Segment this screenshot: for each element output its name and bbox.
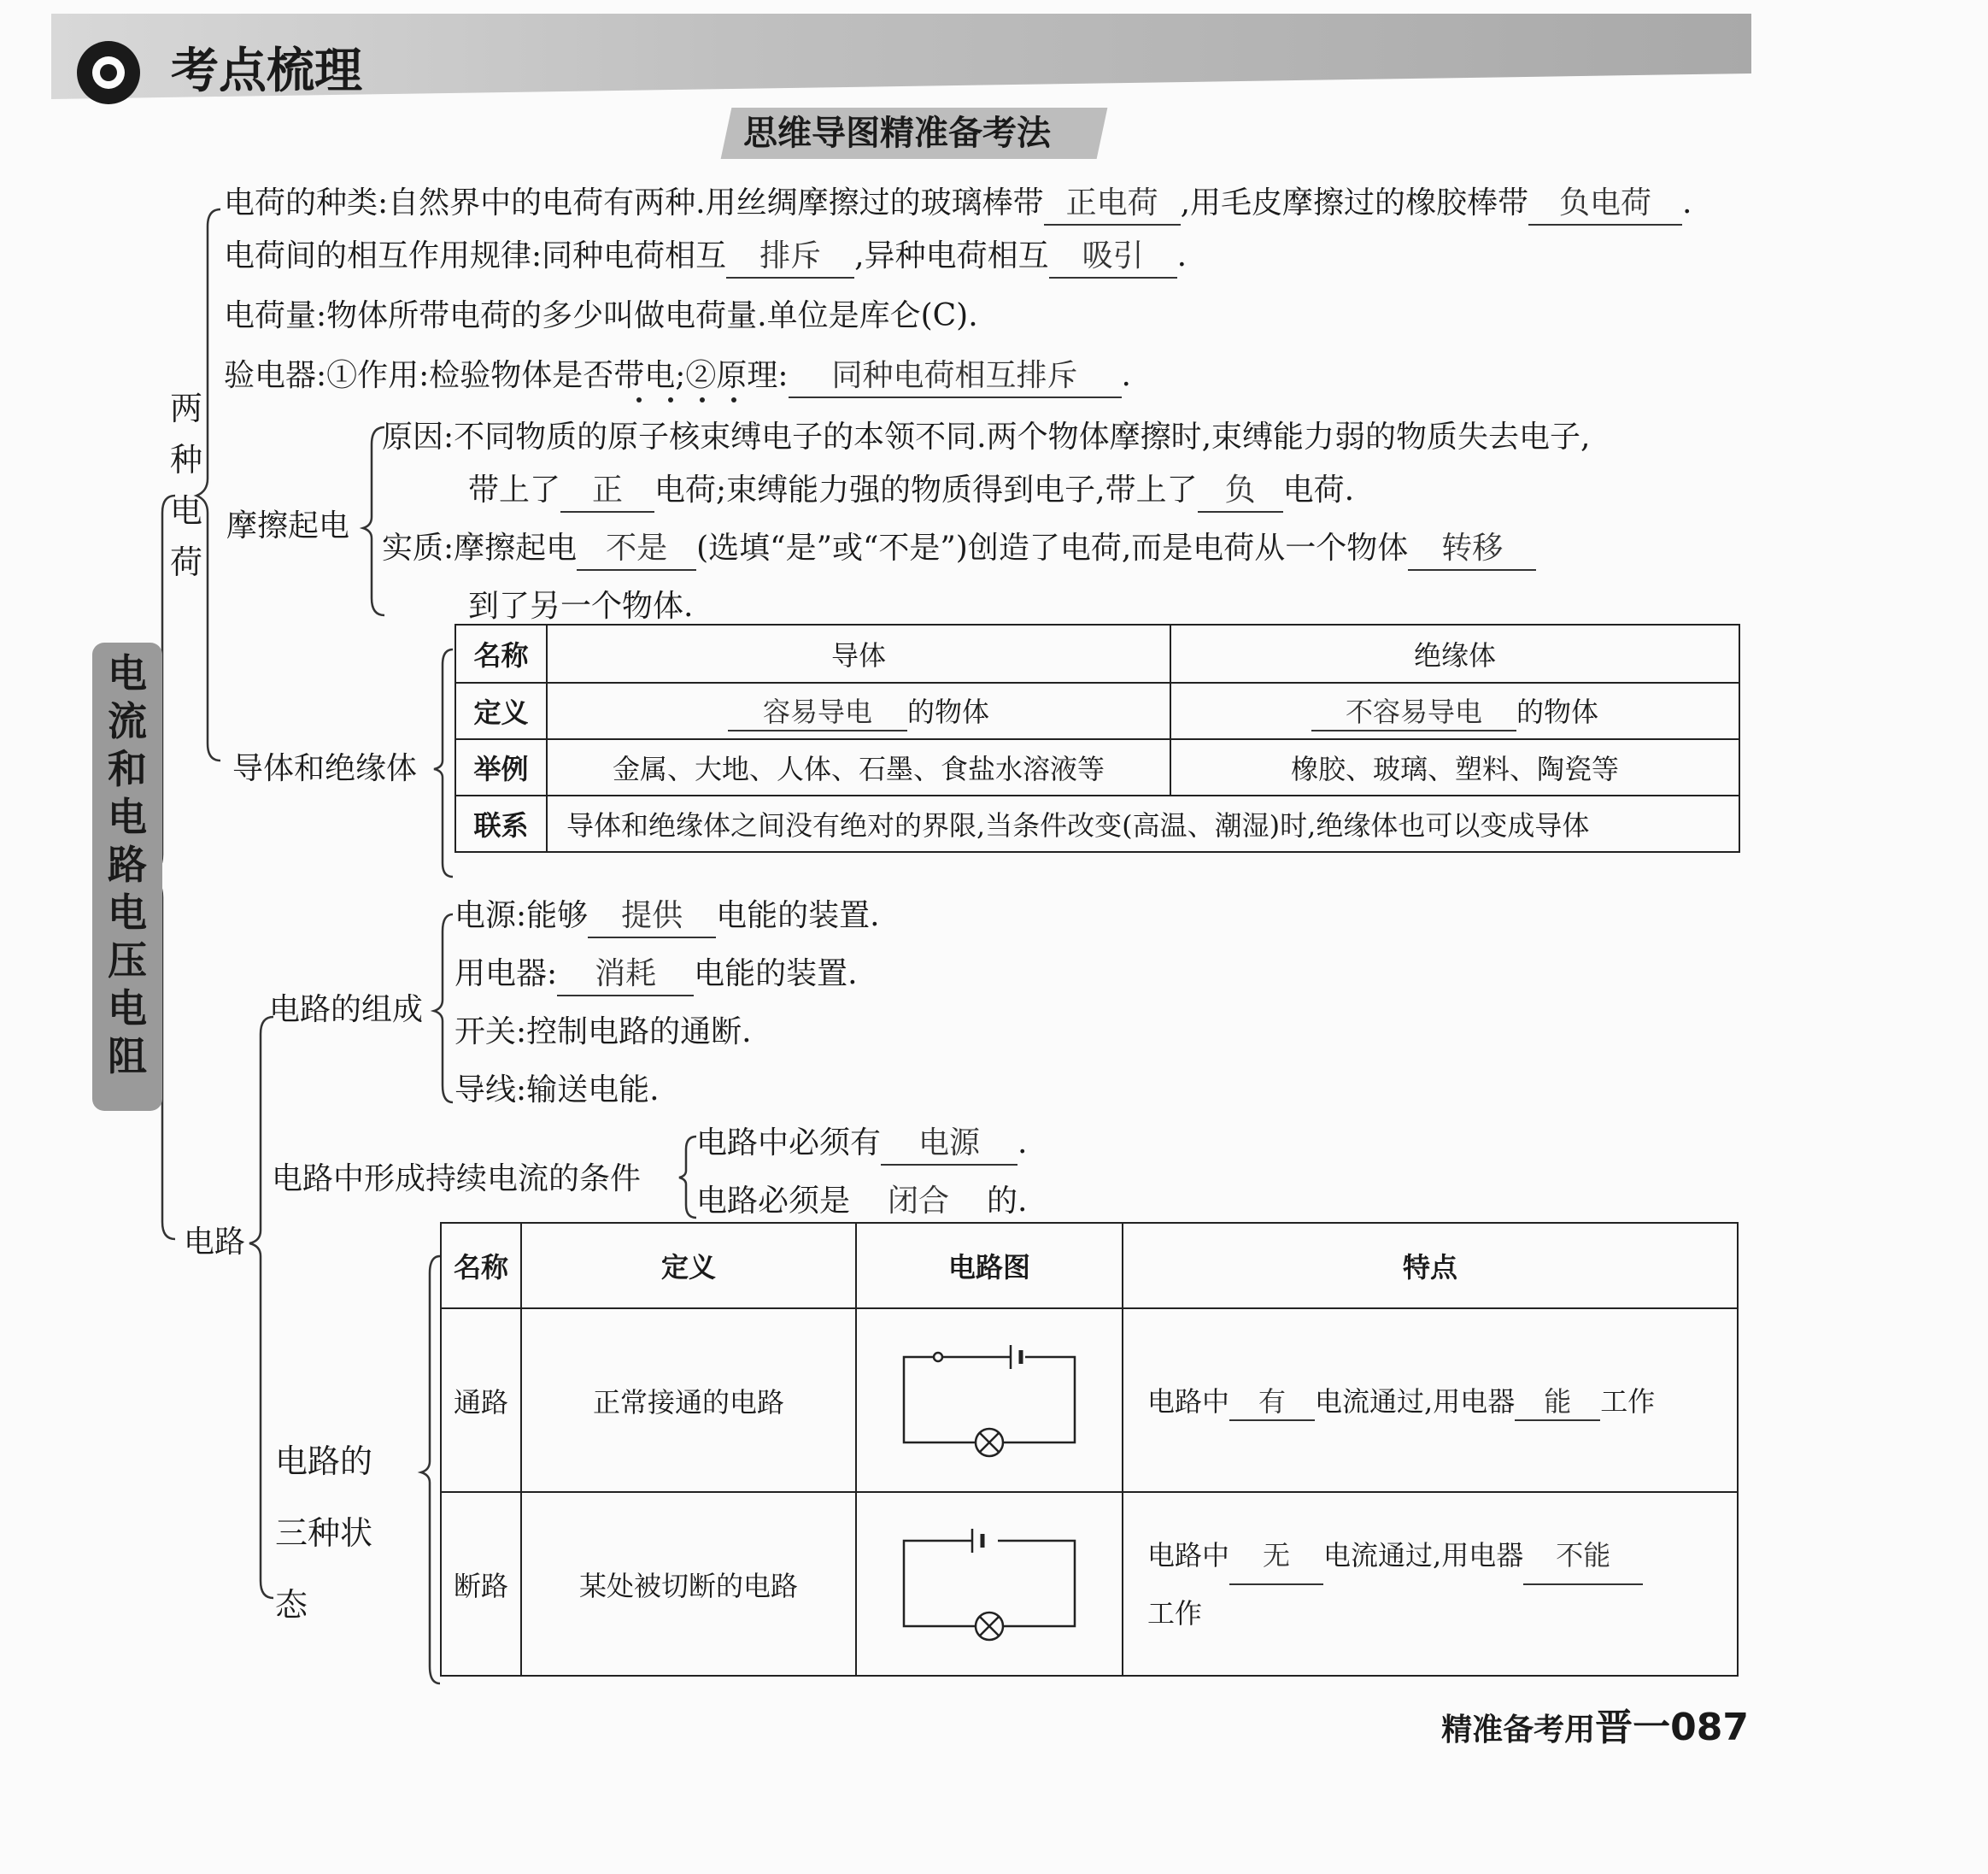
condition-label: 电路中形成持续电流的条件 [272, 1161, 642, 1196]
friction-essence-line2: 到了另一个物体. [468, 589, 694, 624]
main-topic: 电流和电路电压电阻 [108, 650, 147, 1079]
answer-repel: 排斥 [726, 236, 854, 279]
wire-line: 导线:输送电能. [454, 1072, 660, 1107]
table-cell: 某处被切断的电路 [521, 1492, 856, 1676]
table-header: 名称 [455, 625, 547, 683]
table-header: 定义 [521, 1223, 856, 1308]
table-cell: 橡胶、玻璃、塑料、陶瓷等 [1170, 739, 1739, 796]
section-title: 考点梳理 [171, 44, 362, 99]
table-header: 绝缘体 [1170, 625, 1739, 683]
two-charges-label: 两种电荷 [169, 390, 202, 581]
row-label: 断路 [441, 1492, 521, 1676]
answer-attract: 吸引 [1049, 236, 1177, 279]
conductor-label: 导体和绝缘体 [232, 751, 418, 786]
subtitle: 思维导图精准备考法 [743, 114, 1051, 153]
condition-line2: 电路必须是 闭合 的. [696, 1181, 1027, 1224]
open-circuit-diagram [895, 1517, 1083, 1645]
source-line: 电源:能够 提供 电能的装置. [454, 896, 880, 938]
answer-positive: 正 [560, 470, 654, 513]
emphasis-dot [731, 397, 736, 402]
answer-consume: 消耗 [557, 954, 694, 996]
circuit-diagram-cell [856, 1492, 1123, 1676]
page-footer: 精准备考用晋一087 [1441, 1706, 1749, 1749]
table-cell: 容易导电 的物体 [547, 683, 1170, 739]
circuit-diagram-cell [856, 1308, 1123, 1492]
electroscope-line: 验电器:①作用:检验物体是否带电;②原理: 同种电荷相互排斥 . [224, 355, 1131, 398]
table-cell: 电路中 有 电流通过,用电器 能 工作 [1123, 1308, 1738, 1492]
appliance-line: 用电器: 消耗 电能的装置. [454, 954, 858, 996]
friction-cause-line2: 带上了 正 电荷;束缚能力强的物质得到电子,带上了 负 电荷. [468, 470, 1354, 513]
friction-essence-line1: 实质:摩擦起电 不是 (选填“是”或“不是”)创造了电荷,而是电荷从一个物体 转移 [382, 528, 1536, 571]
row-label: 联系 [455, 796, 547, 852]
friction-cause-line1: 原因:不同物质的原子核束缚电子的本领不同.两个物体摩擦时,束缚能力弱的物质失去电子, [382, 420, 1591, 455]
composition-label: 电路的组成 [269, 992, 424, 1027]
switch-line: 开关:控制电路的通断. [454, 1014, 752, 1049]
row-label: 通路 [441, 1308, 521, 1492]
answer-electroscope-principle: 同种电荷相互排斥 [789, 355, 1122, 398]
charge-kinds-line: 电荷的种类:自然界中的电荷有两种.用丝绸摩擦过的玻璃棒带 正电荷 ,用毛皮摩擦过的橡胶棒带 负电荷 . [224, 183, 1692, 226]
closed-circuit-diagram [895, 1333, 1083, 1461]
table-header: 电路图 [856, 1223, 1123, 1308]
condition-line1: 电路中必须有 电源 . [696, 1123, 1027, 1166]
row-label: 举例 [455, 739, 547, 796]
answer-negative: 负 [1198, 470, 1283, 513]
friction-label: 摩擦起电 [226, 508, 350, 543]
answer-not: 不是 [577, 528, 696, 571]
circuit-states-table [440, 1222, 1739, 1677]
answer-negative-charge: 负电荷 [1528, 183, 1682, 226]
answer-provide: 提供 [588, 896, 716, 938]
emphasis-dot [700, 397, 705, 402]
emphasis-dot [636, 397, 642, 402]
answer-positive-charge: 正电荷 [1044, 183, 1181, 226]
table-cell: 电路中 无 电流通过,用电器 不能 工作 [1123, 1492, 1738, 1676]
table-cell: 金属、大地、人体、石墨、食盐水溶液等 [547, 739, 1170, 796]
brand-mark: 晋一 [1595, 1706, 1671, 1749]
table-header: 特点 [1123, 1223, 1738, 1308]
states-label: 电路的三种状态 [275, 1442, 373, 1624]
emphasis-dot [668, 397, 673, 402]
answer-closed: 闭合 [850, 1181, 987, 1224]
conductor-table [454, 624, 1740, 853]
circuit-label: 电路 [184, 1225, 246, 1260]
table-header: 导体 [547, 625, 1170, 683]
table-header: 名称 [441, 1223, 521, 1308]
answer-power-source: 电源 [881, 1123, 1017, 1166]
table-cell: 导体和绝缘体之间没有绝对的界限,当条件改变(高温、潮湿)时,绝缘体也可以变成导体 [547, 796, 1739, 852]
answer-transfer: 转移 [1408, 528, 1536, 571]
charge-quantity-line: 电荷量:物体所带电荷的多少叫做电荷量.单位是库仑(C). [224, 298, 978, 333]
table-cell: 不容易导电 的物体 [1170, 683, 1739, 739]
table-cell: 正常接通的电路 [521, 1308, 856, 1492]
row-label: 定义 [455, 683, 547, 739]
charge-interaction-line: 电荷间的相互作用规律:同种电荷相互 排斥 ,异种电荷相互 吸引 . [224, 236, 1187, 279]
page-number: 087 [1670, 1706, 1749, 1749]
